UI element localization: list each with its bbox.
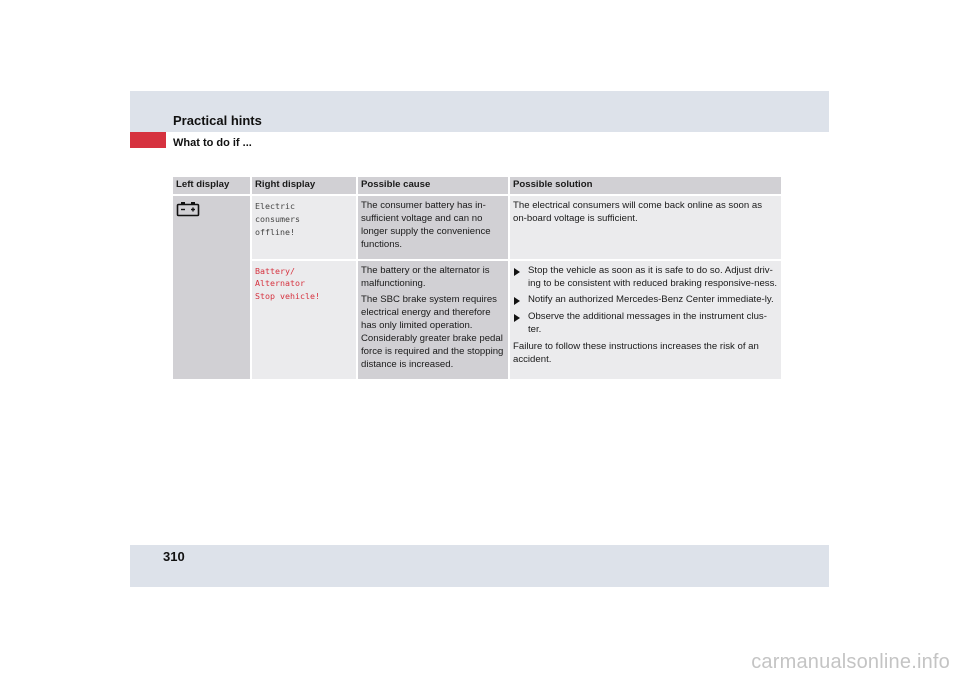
section-title: Practical hints [173, 113, 262, 128]
possible-cause-cell [358, 196, 510, 259]
solution-step [513, 311, 778, 337]
column-header-left-display: Left display [173, 177, 252, 196]
solution-step [513, 294, 778, 307]
column-header-possible-solution: Possible solution [510, 177, 781, 196]
table-row [173, 196, 781, 259]
message-line: offline! [255, 226, 295, 237]
message-line: Alternator [255, 278, 305, 289]
possible-solution-cell [510, 196, 781, 259]
cause-text: The SBC brake system requires electrical energy and therefore has only limited operation. Considerably greater brake pedal force is required and the stopping distance is increased. [361, 294, 504, 370]
message-line: Battery/ [255, 265, 295, 276]
arrow-bullet-icon [514, 268, 520, 276]
subsection-title: What to do if ... [173, 137, 252, 149]
table-header-row [173, 177, 781, 196]
page-number: 310 [163, 549, 185, 564]
cause-text: The consumer battery has in-sufficient voltage and can no longer supply the convenience functions. [361, 200, 491, 250]
message-line: Electric [255, 201, 295, 211]
column-header-possible-cause: Possible cause [358, 177, 510, 196]
table-row [173, 259, 781, 379]
solution-step [513, 265, 778, 291]
cause-text: The battery or the alternator is malfunctioning. [361, 264, 490, 289]
watermark: carmanualsonline.info [751, 651, 950, 673]
possible-solution-cell [510, 259, 781, 379]
solution-text: The electrical consumers will come back online as soon as on-board voltage is sufficient. [513, 200, 763, 224]
solution-step-text: Notify an authorized Mercedes-Benz Center immediate-ly. [528, 294, 774, 306]
possible-cause-cell [358, 259, 510, 379]
solution-step-text: Stop the vehicle as soon as it is safe to do so. Adjust driv-ing to be consistent with reduced braking responsive-ness. [528, 264, 778, 289]
right-display-message [252, 259, 358, 379]
solution-warning-text: Failure to follow these instructions increases the risk of an accident. [513, 341, 759, 366]
left-display-cell [173, 196, 252, 379]
right-display-message [252, 196, 358, 259]
solution-step-text: Observe the additional messages in the instrument clus-ter. [528, 311, 767, 336]
message-line: Stop vehicle! [255, 291, 320, 302]
battery-icon [176, 201, 200, 217]
column-header-right-display: Right display [252, 177, 358, 196]
fault-table [173, 177, 781, 379]
arrow-bullet-icon [514, 297, 520, 305]
footer-band [130, 545, 829, 587]
red-section-marker [130, 132, 166, 148]
message-line: consumers [255, 213, 300, 224]
arrow-bullet-icon [514, 314, 520, 322]
